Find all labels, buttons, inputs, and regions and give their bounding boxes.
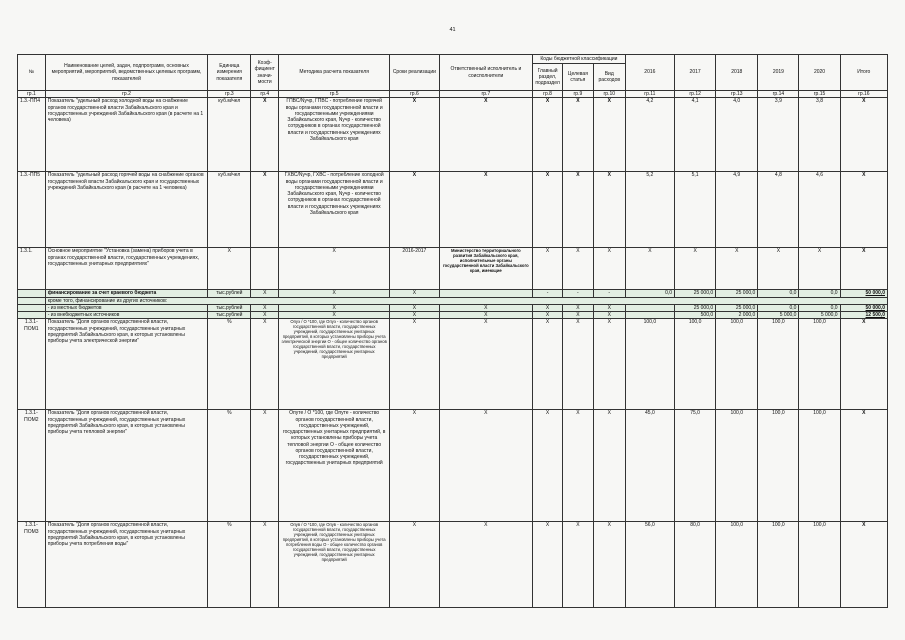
- row-value-2018: 4,0: [716, 98, 758, 172]
- row-value-2019: Х: [758, 248, 799, 290]
- row-method: Опуэ / О *100, где Опуэ - количество органов государственной власти, государственных учреждений, государственных унитарных предприятий, в которых установлены приборы учета электрической энергии О - общее количество органов государственной власти, государственных учреждений, государственных унитарных предприятий: [279, 319, 390, 410]
- col-number: гр.5: [279, 91, 390, 98]
- header-name: Наименование целей, задач, подпрограмм, основных мероприятий, мероприятий, ведомственных целевых программ, показателей: [45, 55, 207, 91]
- row-name: Показатель "удельный расход холодной воды на снабжение органов государственной власти Забайкальского края и государственных учреждений Забайкальского края (в расчете на 1 человека): [45, 98, 207, 172]
- row-executor: Х: [439, 172, 533, 248]
- col-number: гр.14: [758, 91, 799, 98]
- row-executor: Х: [439, 304, 533, 311]
- row-num: 1.3.-ПП4: [18, 98, 46, 172]
- row-value-2016: Х: [625, 248, 674, 290]
- row-value-2020: 3,8: [799, 98, 840, 172]
- indicators-table: [17, 54, 888, 608]
- row-code-section: Х: [533, 319, 563, 410]
- header-num: №: [18, 55, 46, 91]
- row-num: 1.3.1-ПОМ1: [18, 319, 46, 410]
- col-number: гр.8: [533, 91, 563, 98]
- row-executor: Х: [439, 522, 533, 608]
- row-coef: Х: [251, 312, 279, 319]
- row-value-2020: 100,0: [799, 319, 840, 410]
- row-coef: Х: [251, 172, 279, 248]
- row-value-2018: 100,0: [716, 319, 758, 410]
- row-coef: Х: [251, 410, 279, 522]
- row-value-2016: 4,2: [625, 98, 674, 172]
- row-value-2019: 5 000,0: [758, 312, 799, 319]
- row-method: Опув / О *100, где Опув - количество органов государственной власти, государственных учреждений, государственных унитарных предприятий, в которых установлены приборы учета потребления воды О - общее количество органов государственной власти, государственных учреждений, государственных унитарных предприятий: [279, 522, 390, 608]
- row-name: - из местных бюджетов: [45, 304, 207, 311]
- row-total: 50 000,0: [840, 290, 887, 297]
- header-main-section: Главный раздел, подраздел: [533, 64, 563, 91]
- row-unit: куб.м/чел: [208, 98, 251, 172]
- col-number: гр.15: [799, 91, 840, 98]
- col-number: гр.2: [45, 91, 207, 98]
- row-value-2019: 100,0: [758, 522, 799, 608]
- row-code-section: Х: [533, 304, 563, 311]
- row-executor: Министерство территориального развития Забайкальского края, исполнительные органы государственной власти Забайкальского края, имеющие: [439, 248, 533, 290]
- header-target-item: Целевая статья: [562, 64, 593, 91]
- row-code-section: Х: [533, 248, 563, 290]
- row-total: Х: [840, 319, 887, 410]
- row-terms: Х: [390, 410, 439, 522]
- row-name: финансирование за счет краевого бюджета: [45, 290, 207, 297]
- row-value-2018: 4,9: [716, 172, 758, 248]
- col-number: гр.11: [625, 91, 674, 98]
- row-value-2019: 0,0: [758, 290, 799, 297]
- table-row: [18, 98, 888, 172]
- row-code-item: Х: [562, 172, 593, 248]
- header-method: Методика расчета показателя: [279, 55, 390, 91]
- row-value-2018: 25 000,0: [716, 304, 758, 311]
- row-method: ГХВС/Nучр, ГХВС - потребление холодной воды органами государственной власти и государственными учреждениями Забайкальского края, Nучр - количество сотрудников в органах государственной власти и государственных учреждениях Забайкальского края: [279, 172, 390, 248]
- table-row: [18, 248, 888, 290]
- row-terms: Х: [390, 172, 439, 248]
- financing-row: [18, 290, 888, 297]
- row-name: - из внебюджетных источников: [45, 312, 207, 319]
- header-total: Итого: [840, 55, 887, 91]
- col-number: гр.1: [18, 91, 46, 98]
- row-value-2020: 4,6: [799, 172, 840, 248]
- header-2017: 2017: [675, 55, 716, 91]
- row-code-type: Х: [593, 312, 625, 319]
- row-name: Показатель "Доля органов государственной власти, государственных учреждений, государственных унитарных предприятий Забайкальского края, в которых установлены приборы учета электрической энергии": [45, 319, 207, 410]
- row-value-2017: 25 000,0: [675, 290, 716, 297]
- header-2019: 2019: [758, 55, 799, 91]
- header-row: [18, 55, 888, 64]
- column-numbers-row: [18, 91, 888, 98]
- page-number: 41: [449, 27, 456, 33]
- col-number: гр.13: [716, 91, 758, 98]
- row-coef: Х: [251, 304, 279, 311]
- row-code-item: Х: [562, 312, 593, 319]
- header-terms: Сроки реализации: [390, 55, 439, 91]
- row-code-section: Х: [533, 312, 563, 319]
- row-method: Х: [279, 304, 390, 311]
- row-num: 1.3.1-ПОМ2: [18, 410, 46, 522]
- row-value-2020: 100,0: [799, 522, 840, 608]
- row-value-2019: 100,0: [758, 319, 799, 410]
- row-code-type: Х: [593, 172, 625, 248]
- row-num: 1.3.1-ПОМ3: [18, 522, 46, 608]
- row-code-type: -: [593, 290, 625, 297]
- row-executor: [439, 290, 533, 297]
- row-unit: %: [208, 319, 251, 410]
- row-code-section: -: [533, 290, 563, 297]
- row-code-item: Х: [562, 98, 593, 172]
- row-executor: Х: [439, 410, 533, 522]
- row-num: 1.3.-ПП5: [18, 172, 46, 248]
- row-method: Опуте / О *100, где Опуте - количество органов государственной власти, государственных учреждений, государственных унитарных предприятий, в которых установлены приборы учета тепловой энергии О - общее количество органов государственной власти, государственных учреждений, государственных унитарных предприятий: [279, 410, 390, 522]
- row-executor: Х: [439, 312, 533, 319]
- row-value-2018: Х: [716, 248, 758, 290]
- row-value-2018: 100,0: [716, 410, 758, 522]
- header-expense-type: Вид расходов: [593, 64, 625, 91]
- row-terms: Х: [390, 290, 439, 297]
- other-sources-row: [18, 297, 888, 304]
- row-coef: Х: [251, 98, 279, 172]
- row-unit: тыс.рублей: [208, 304, 251, 311]
- row-executor: Х: [439, 98, 533, 172]
- col-number: гр.4: [251, 91, 279, 98]
- row-name: Показатель "Доля органов государственной власти, государственных учреждений, государственных унитарных предприятий Забайкальского края, в которых установлены приборы учета тепловой энергии": [45, 410, 207, 522]
- local-budget-row: [18, 304, 888, 311]
- col-number: гр.7: [439, 91, 533, 98]
- row-code-item: Х: [562, 248, 593, 290]
- extrabudget-row: [18, 312, 888, 319]
- row-value-2020: 100,0: [799, 410, 840, 522]
- table-row: [18, 410, 888, 522]
- row-value-2016: 45,0: [625, 410, 674, 522]
- row-value-2016: 5,2: [625, 172, 674, 248]
- row-value-2017: 5,1: [675, 172, 716, 248]
- row-value-2017: 75,0: [675, 410, 716, 522]
- row-terms: Х: [390, 319, 439, 410]
- row-method: Х: [279, 312, 390, 319]
- header-2016: 2016: [625, 55, 674, 91]
- header-2020: 2020: [799, 55, 840, 91]
- row-value-2017: 80,0: [675, 522, 716, 608]
- row-code-item: -: [562, 290, 593, 297]
- row-value-2020: Х: [799, 248, 840, 290]
- row-terms: Х: [390, 304, 439, 311]
- row-total: 12 500,0: [840, 312, 887, 319]
- row-value-2017: 4,1: [675, 98, 716, 172]
- row-unit: %: [208, 410, 251, 522]
- row-terms: Х: [390, 312, 439, 319]
- col-number: гр.9: [562, 91, 593, 98]
- row-method: Х: [279, 290, 390, 297]
- row-method: Х: [279, 248, 390, 290]
- row-unit: тыс.рублей: [208, 290, 251, 297]
- table-row: [18, 522, 888, 608]
- col-number: гр.12: [675, 91, 716, 98]
- row-code-section: Х: [533, 410, 563, 522]
- header-unit: Единица измерения показателя: [208, 55, 251, 91]
- row-unit: Х: [208, 248, 251, 290]
- row-code-type: Х: [593, 98, 625, 172]
- row-value-2017: Х: [675, 248, 716, 290]
- row-total: 50 000,0: [840, 304, 887, 311]
- header-executor: Ответственный исполнитель и соисполнители: [439, 55, 533, 91]
- row-code-type: Х: [593, 522, 625, 608]
- row-coef: Х: [251, 290, 279, 297]
- row-coef: [251, 248, 279, 290]
- col-number: гр.6: [390, 91, 439, 98]
- row-total: Х: [840, 522, 887, 608]
- row-code-type: Х: [593, 319, 625, 410]
- row-value-2018: 25 000,0: [716, 290, 758, 297]
- row-value-2017: 25 000,0: [675, 304, 716, 311]
- row-total: Х: [840, 172, 887, 248]
- row-value-2019: 4,8: [758, 172, 799, 248]
- row-value-2020: 5 000,0: [799, 312, 840, 319]
- row-value-2018: 100,0: [716, 522, 758, 608]
- row-value-2020: 0,0: [799, 290, 840, 297]
- row-code-section: Х: [533, 172, 563, 248]
- row-executor: Х: [439, 319, 533, 410]
- row-code-section: Х: [533, 522, 563, 608]
- table-row: [18, 172, 888, 248]
- row-code-item: Х: [562, 319, 593, 410]
- header-coef: Коэф-фициент значи-мости: [251, 55, 279, 91]
- row-value-2016: [625, 304, 674, 311]
- col-number: гр.16: [840, 91, 887, 98]
- col-number: гр.10: [593, 91, 625, 98]
- row-total: Х: [840, 248, 887, 290]
- row-code-type: Х: [593, 410, 625, 522]
- table-row: [18, 319, 888, 410]
- row-method: ГПВС/Nучр, ГПВС - потребление горячей воды органами государственной власти и государственными учреждениями Забайкальского края, Nучр - количество сотрудников в органах государственной власти и государственных учреждениях Забайкальского края: [279, 98, 390, 172]
- row-name: Основное мероприятие "Установка (замена) приборов учета в органах государственной власти, государственных учреждениях, государственных унитарных предприятиях": [45, 248, 207, 290]
- row-value-2017: 500,0: [675, 312, 716, 319]
- row-num: 1.3.1.: [18, 248, 46, 290]
- header-2018: 2018: [716, 55, 758, 91]
- row-coef: Х: [251, 319, 279, 410]
- row-value-2019: 100,0: [758, 410, 799, 522]
- row-value-2016: 100,0: [625, 319, 674, 410]
- row-name: Показатель "Доля органов государственной власти, государственных учреждений, государственных унитарных предприятий Забайкальского края, в которых установлены приборы учета потребления воды": [45, 522, 207, 608]
- header-budget-codes: Коды бюджетной классификации: [533, 55, 626, 64]
- row-value-2016: 0,0: [625, 290, 674, 297]
- row-terms: Х: [390, 522, 439, 608]
- row-value-2016: [625, 312, 674, 319]
- row-code-section: Х: [533, 98, 563, 172]
- row-value-2020: 0,0: [799, 304, 840, 311]
- row-name: кроме того, финансирование из других источников:: [45, 297, 887, 304]
- row-value-2017: 100,0: [675, 319, 716, 410]
- row-value-2019: 0,0: [758, 304, 799, 311]
- row-value-2016: 56,0: [625, 522, 674, 608]
- row-code-type: Х: [593, 304, 625, 311]
- row-code-type: Х: [593, 248, 625, 290]
- row-code-item: Х: [562, 522, 593, 608]
- row-value-2019: 3,9: [758, 98, 799, 172]
- col-number: гр.3: [208, 91, 251, 98]
- row-code-item: Х: [562, 410, 593, 522]
- row-terms: 2016-2017: [390, 248, 439, 290]
- row-unit: %: [208, 522, 251, 608]
- row-unit: куб.м/чел: [208, 172, 251, 248]
- row-value-2018: 2 000,0: [716, 312, 758, 319]
- row-code-item: Х: [562, 304, 593, 311]
- row-total: Х: [840, 98, 887, 172]
- row-coef: Х: [251, 522, 279, 608]
- row-name: Показатель "удельный расход горячей воды на снабжение органов государственной власти Забайкальского края и государственных учреждений Забайкальского края (в расчете на 1 человека): [45, 172, 207, 248]
- row-total: Х: [840, 410, 887, 522]
- row-terms: Х: [390, 98, 439, 172]
- row-unit: тыс.рублей: [208, 312, 251, 319]
